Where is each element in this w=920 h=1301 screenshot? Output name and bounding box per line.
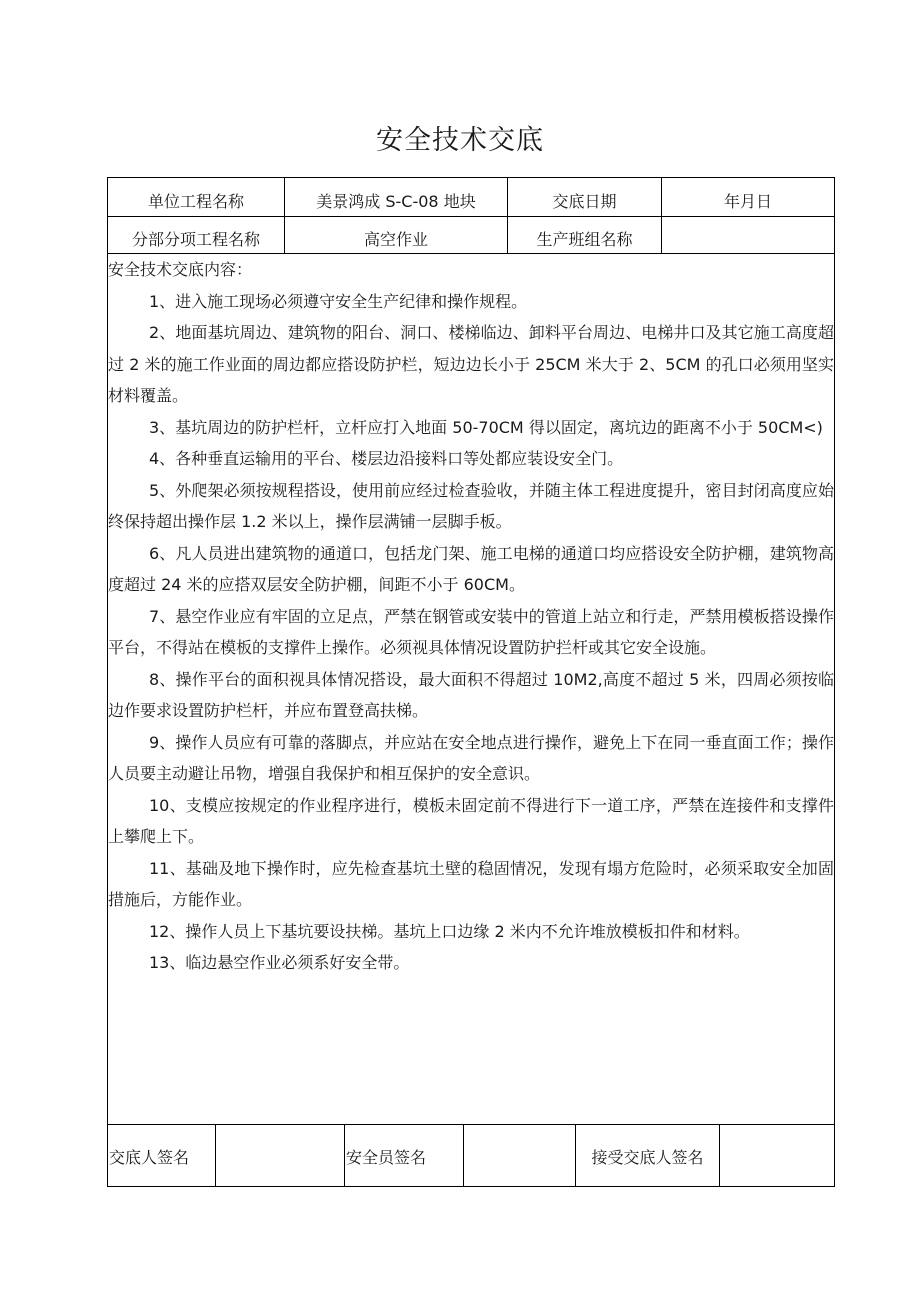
disclosure-content — [108, 254, 834, 979]
content-item: 5、外爬架必须按规程搭设，使用前应经过检查验收，并随主体工程进度提升，密目封闭高度应始终保持超出操作层 1.2 米以上，操作层满铺一层脚手板。 — [108, 480, 834, 531]
receiver-signature-label: 接受交底人签名 — [591, 1147, 704, 1167]
content-heading: 安全技术交底内容： — [108, 260, 253, 279]
content-item: 4、各种垂直运输用的平台、楼层边沿接料口等处都应装设安全门。 — [149, 449, 624, 468]
receiver-signature-field[interactable] — [720, 1125, 834, 1187]
presenter-signature-field[interactable] — [216, 1125, 344, 1187]
document-title: 安全技术交底 — [376, 125, 544, 156]
presenter-signature-label: 交底人签名 — [109, 1147, 190, 1167]
disclosure-date-value: 年月日 — [723, 192, 772, 211]
content-item: 8、操作平台的面积视具体情况搭设，最大面积不得超过 10M2,高度不超过 5 米，四周必须按临边作要求设置防护栏杆，并应布置登高扶梯。 — [108, 669, 834, 720]
safety-officer-signature-label: 安全员签名 — [346, 1147, 427, 1167]
content-item: 3、基坑周边的防护栏杆，立杆应打入地面 50-70CM 得以固定，离坑边的距离不小于 50CM<) — [149, 417, 823, 437]
row-divider — [107, 216, 835, 217]
disclosure-date-label: 交底日期 — [552, 192, 617, 211]
content-item: 7、悬空作业应有牢固的立足点，严禁在钢管或安装中的管道上站立和行走，严禁用模板搭设操作平台，不得站在模板的支撑件上操作。必须视具体情况设置防护拦杆或其它安全设施。 — [108, 606, 834, 657]
work-team-label: 生产班组名称 — [536, 230, 633, 249]
content-item: 6、凡人员进出建筑物的通道口，包括龙门架、施工电梯的通道口均应搭设安全防护棚，建筑物高度超过 24 米的应搭双层安全防护棚，间距不小于 60CM。 — [108, 543, 834, 594]
content-item: 13、临边悬空作业必须系好安全带。 — [149, 953, 410, 972]
work-team-value — [662, 223, 834, 254]
content-item: 2、地面基坑周边、建筑物的阳台、洞口、楼梯临边、卸料平台周边、电梯井口及其它施工高度超过 2 米的施工作业面的周边都应搭设防护栏，短边边长小于 25CM 米大于 2、5CM 的孔口必须用坚实材料覆盖。 — [108, 323, 834, 405]
project-name-label: 单位工程名称 — [147, 192, 244, 211]
safety-officer-signature-field[interactable] — [464, 1125, 575, 1187]
content-item: 9、操作人员应有可靠的落脚点，并应站在安全地点进行操作，避免上下在同一垂直面工作；操作人员要主动避让吊物，增强自我保护和相互保护的安全意识。 — [108, 732, 834, 783]
subproject-name-value: 高空作业 — [363, 230, 428, 249]
content-item: 12、操作人员上下基坑要设扶梯。基坑上口边缘 2 米内不允许堆放模板扣件和材料。 — [149, 921, 750, 941]
project-name-value: 美景鸿成 S-C-08 地块 — [316, 192, 476, 211]
content-item: 11、基础及地下操作时，应先检查基坑土壁的稳固情况，发现有塌方危险时，必须采取安全加固措施后，方能作业。 — [108, 858, 834, 909]
content-item: 1、进入施工现场必须遵守安全生产纪律和操作规程。 — [149, 291, 528, 311]
content-item: 10、支模应按规定的作业程序进行，模板未固定前不得进行下一道工序，严禁在连接件和支撑件上攀爬上下。 — [108, 795, 834, 846]
subproject-name-label: 分部分项工程名称 — [131, 230, 260, 249]
